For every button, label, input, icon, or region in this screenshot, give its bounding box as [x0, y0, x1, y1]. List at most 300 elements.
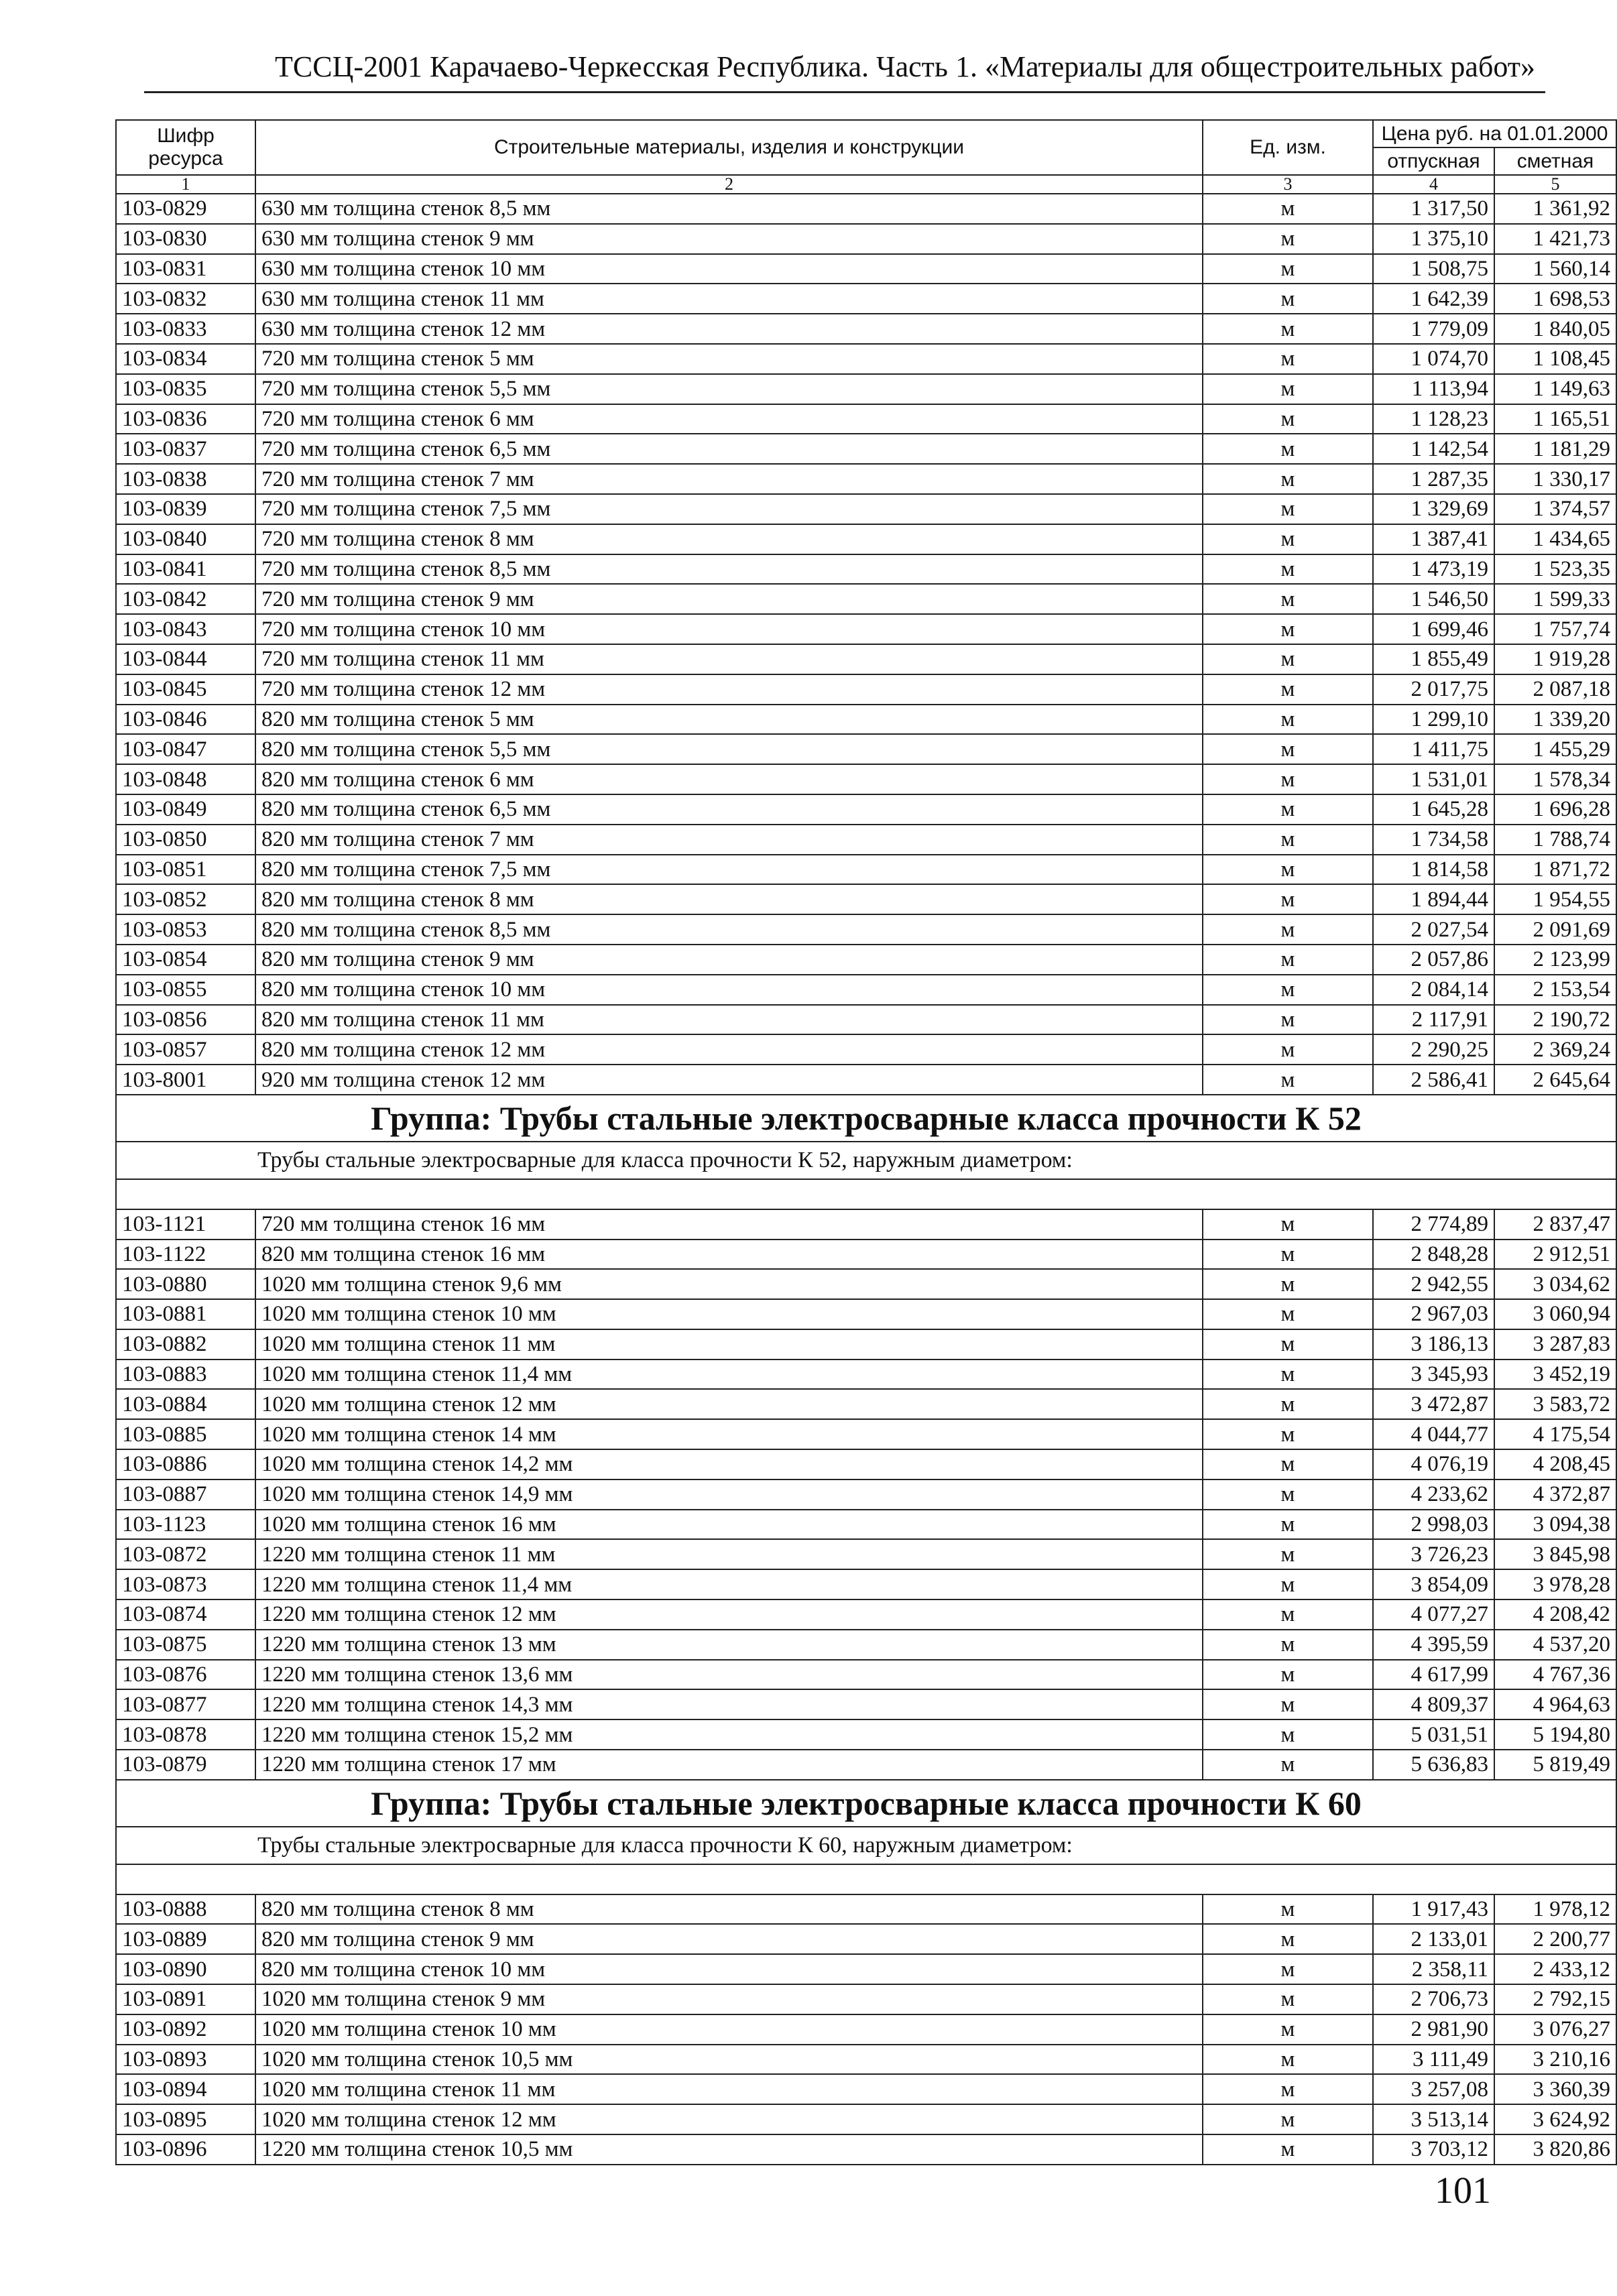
estimate-price: 2 123,99 — [1494, 945, 1616, 975]
material-description: 720 мм толщина стенок 5 мм — [255, 344, 1203, 374]
resource-code: 103-0892 — [116, 2014, 255, 2045]
unit: м — [1203, 1510, 1373, 1540]
table-row — [116, 1750, 1616, 1780]
material-description: 720 мм толщина стенок 8 мм — [255, 524, 1203, 554]
table-row — [116, 1689, 1616, 1719]
release-price: 4 076,19 — [1373, 1449, 1494, 1479]
release-price: 4 809,37 — [1373, 1689, 1494, 1719]
material-description: 1020 мм толщина стенок 11 мм — [255, 2074, 1203, 2104]
material-description: 1020 мм толщина стенок 14 мм — [255, 1419, 1203, 1449]
release-price: 1 645,28 — [1373, 794, 1494, 825]
estimate-price: 1 560,14 — [1494, 254, 1616, 284]
table-row — [116, 794, 1616, 825]
group-subtitle: Трубы стальные электросварные для класса прочности К 60, наружным диаметром: — [116, 1827, 1616, 1864]
estimate-price: 1 523,35 — [1494, 554, 1616, 585]
estimate-price: 5 194,80 — [1494, 1719, 1616, 1750]
resource-code: 103-0836 — [116, 404, 255, 434]
material-description: 1220 мм толщина стенок 14,3 мм — [255, 1689, 1203, 1719]
table-row — [116, 1005, 1616, 1035]
resource-code: 103-8001 — [116, 1065, 255, 1095]
table-row — [116, 494, 1616, 524]
estimate-price: 1 698,53 — [1494, 284, 1616, 314]
estimate-price: 3 060,94 — [1494, 1299, 1616, 1329]
material-description: 1220 мм толщина стенок 13,6 мм — [255, 1660, 1203, 1690]
table-row — [116, 2014, 1616, 2045]
release-price: 3 854,09 — [1373, 1569, 1494, 1599]
col-header-release-price: отпускная — [1373, 147, 1494, 175]
unit: м — [1203, 1479, 1373, 1510]
release-price: 2 586,41 — [1373, 1065, 1494, 1095]
material-description: 820 мм толщина стенок 7 мм — [255, 825, 1203, 855]
estimate-price: 3 452,19 — [1494, 1360, 1616, 1390]
table-row — [116, 1360, 1616, 1390]
unit: м — [1203, 1329, 1373, 1360]
resource-code: 103-0875 — [116, 1630, 255, 1660]
material-description: 720 мм толщина стенок 6,5 мм — [255, 434, 1203, 464]
unit: м — [1203, 1299, 1373, 1329]
table-row — [116, 855, 1616, 885]
estimate-price: 2 091,69 — [1494, 914, 1616, 945]
unit: м — [1203, 1449, 1373, 1479]
release-price: 1 411,75 — [1373, 734, 1494, 764]
estimate-price: 1 757,74 — [1494, 614, 1616, 644]
release-price: 1 546,50 — [1373, 584, 1494, 614]
table-row — [116, 344, 1616, 374]
release-price: 4 044,77 — [1373, 1419, 1494, 1449]
unit: м — [1203, 1065, 1373, 1095]
group-heading: Группа: Трубы стальные электросварные класса прочности К 52 — [116, 1095, 1616, 1142]
resource-code: 103-0829 — [116, 194, 255, 224]
resource-code: 103-0831 — [116, 254, 255, 284]
material-description: 1020 мм толщина стенок 14,9 мм — [255, 1479, 1203, 1510]
col-header-code: Шифр ресурса — [116, 120, 255, 175]
unit: м — [1203, 1630, 1373, 1660]
col-header-unit: Ед. изм. — [1203, 120, 1373, 175]
resource-code: 103-0852 — [116, 884, 255, 914]
column-number: 4 — [1373, 175, 1494, 194]
estimate-price: 1 919,28 — [1494, 644, 1616, 674]
group-subtitle-row — [116, 1142, 1616, 1179]
material-description: 820 мм толщина стенок 5,5 мм — [255, 734, 1203, 764]
resource-code: 103-0887 — [116, 1479, 255, 1510]
estimate-price: 2 792,15 — [1494, 1984, 1616, 2014]
unit: м — [1203, 464, 1373, 494]
estimate-price: 1 696,28 — [1494, 794, 1616, 825]
table-row — [116, 1419, 1616, 1449]
resource-code: 103-0846 — [116, 705, 255, 735]
estimate-price: 1 374,57 — [1494, 494, 1616, 524]
unit: м — [1203, 764, 1373, 794]
estimate-price: 2 369,24 — [1494, 1034, 1616, 1065]
table-row — [116, 314, 1616, 344]
table-row — [116, 434, 1616, 464]
unit: м — [1203, 794, 1373, 825]
table-body — [116, 194, 1616, 2165]
table-row — [116, 1389, 1616, 1419]
resource-code: 103-0830 — [116, 224, 255, 254]
material-description: 820 мм толщина стенок 8 мм — [255, 1894, 1203, 1925]
table-row — [116, 1329, 1616, 1360]
table-row — [116, 1299, 1616, 1329]
table-row — [116, 524, 1616, 554]
unit: м — [1203, 644, 1373, 674]
table-row — [116, 2045, 1616, 2075]
material-description: 820 мм толщина стенок 9 мм — [255, 1924, 1203, 1954]
estimate-price: 2 912,51 — [1494, 1240, 1616, 1270]
material-description: 1020 мм толщина стенок 10 мм — [255, 1299, 1203, 1329]
estimate-price: 2 837,47 — [1494, 1209, 1616, 1240]
table-row — [116, 764, 1616, 794]
material-description: 720 мм толщина стенок 6 мм — [255, 404, 1203, 434]
release-price: 3 111,49 — [1373, 2045, 1494, 2075]
resource-code: 103-0888 — [116, 1894, 255, 1925]
unit: м — [1203, 914, 1373, 945]
release-price: 4 077,27 — [1373, 1599, 1494, 1630]
material-description: 1020 мм толщина стенок 9 мм — [255, 1984, 1203, 2014]
resource-code: 103-0883 — [116, 1360, 255, 1390]
release-price: 2 942,55 — [1373, 1269, 1494, 1299]
material-description: 720 мм толщина стенок 7 мм — [255, 464, 1203, 494]
estimate-price: 3 583,72 — [1494, 1389, 1616, 1419]
unit: м — [1203, 374, 1373, 404]
table-row — [116, 884, 1616, 914]
release-price: 2 981,90 — [1373, 2014, 1494, 2045]
material-description: 1020 мм толщина стенок 9,6 мм — [255, 1269, 1203, 1299]
column-number: 2 — [255, 175, 1203, 194]
release-price: 1 814,58 — [1373, 855, 1494, 885]
unit: м — [1203, 705, 1373, 735]
material-description: 820 мм толщина стенок 7,5 мм — [255, 855, 1203, 885]
unit: м — [1203, 1005, 1373, 1035]
estimate-price: 1 455,29 — [1494, 734, 1616, 764]
unit: м — [1203, 524, 1373, 554]
resource-code: 103-0844 — [116, 644, 255, 674]
unit: м — [1203, 855, 1373, 885]
material-description: 1220 мм толщина стенок 11 мм — [255, 1539, 1203, 1569]
table-row — [116, 464, 1616, 494]
resource-code: 103-1123 — [116, 1510, 255, 1540]
table-row — [116, 1449, 1616, 1479]
resource-code: 103-0891 — [116, 1984, 255, 2014]
material-description: 720 мм толщина стенок 12 мм — [255, 674, 1203, 705]
spacer-cell — [116, 1864, 1616, 1894]
unit: м — [1203, 1599, 1373, 1630]
estimate-price: 3 034,62 — [1494, 1269, 1616, 1299]
unit: м — [1203, 1660, 1373, 1690]
estimate-price: 1 181,29 — [1494, 434, 1616, 464]
resource-code: 103-0889 — [116, 1924, 255, 1954]
unit: м — [1203, 1750, 1373, 1780]
resource-code: 103-0851 — [116, 855, 255, 885]
unit: м — [1203, 2104, 1373, 2134]
release-price: 1 299,10 — [1373, 705, 1494, 735]
estimate-price: 5 819,49 — [1494, 1750, 1616, 1780]
table-row — [116, 975, 1616, 1005]
release-price: 2 117,91 — [1373, 1005, 1494, 1035]
estimate-price: 1 871,72 — [1494, 855, 1616, 885]
table-row — [116, 1209, 1616, 1240]
unit: м — [1203, 2134, 1373, 2165]
release-price: 1 128,23 — [1373, 404, 1494, 434]
material-description: 720 мм толщина стенок 9 мм — [255, 584, 1203, 614]
release-price: 1 387,41 — [1373, 524, 1494, 554]
resource-code: 103-0842 — [116, 584, 255, 614]
page-number: 101 — [1435, 2170, 1491, 2212]
material-description: 720 мм толщина стенок 11 мм — [255, 644, 1203, 674]
estimate-price: 1 165,51 — [1494, 404, 1616, 434]
release-price: 4 617,99 — [1373, 1660, 1494, 1690]
release-price: 1 642,39 — [1373, 284, 1494, 314]
unit: м — [1203, 1389, 1373, 1419]
resource-code: 103-0838 — [116, 464, 255, 494]
resource-code: 103-0872 — [116, 1539, 255, 1569]
material-description: 820 мм толщина стенок 8 мм — [255, 884, 1203, 914]
table-row — [116, 644, 1616, 674]
column-number: 3 — [1203, 175, 1373, 194]
group-subtitle-row — [116, 1827, 1616, 1864]
release-price: 3 513,14 — [1373, 2104, 1494, 2134]
unit: м — [1203, 224, 1373, 254]
estimate-price: 4 537,20 — [1494, 1630, 1616, 1660]
unit: м — [1203, 1360, 1373, 1390]
resource-code: 103-0878 — [116, 1719, 255, 1750]
resource-code: 103-0833 — [116, 314, 255, 344]
resource-code: 103-0886 — [116, 1449, 255, 1479]
release-price: 3 345,93 — [1373, 1360, 1494, 1390]
estimate-price: 1 788,74 — [1494, 825, 1616, 855]
table-row — [116, 1954, 1616, 1984]
unit: м — [1203, 404, 1373, 434]
release-price: 3 703,12 — [1373, 2134, 1494, 2165]
group-subtitle: Трубы стальные электросварные для класса прочности К 52, наружным диаметром: — [116, 1142, 1616, 1179]
estimate-price: 1 421,73 — [1494, 224, 1616, 254]
estimate-price: 2 645,64 — [1494, 1065, 1616, 1095]
estimate-price: 3 978,28 — [1494, 1569, 1616, 1599]
unit: м — [1203, 554, 1373, 585]
unit: м — [1203, 1569, 1373, 1599]
release-price: 4 233,62 — [1373, 1479, 1494, 1510]
table-row — [116, 554, 1616, 585]
table-row — [116, 1065, 1616, 1095]
material-description: 630 мм толщина стенок 12 мм — [255, 314, 1203, 344]
material-description: 820 мм толщина стенок 10 мм — [255, 975, 1203, 1005]
release-price: 2 017,75 — [1373, 674, 1494, 705]
table-row — [116, 614, 1616, 644]
resource-code: 103-0896 — [116, 2134, 255, 2165]
estimate-price: 4 175,54 — [1494, 1419, 1616, 1449]
resource-code: 103-0880 — [116, 1269, 255, 1299]
unit: м — [1203, 674, 1373, 705]
material-description: 1020 мм толщина стенок 10,5 мм — [255, 2045, 1203, 2075]
estimate-price: 3 094,38 — [1494, 1510, 1616, 1540]
table-row — [116, 734, 1616, 764]
estimate-price: 3 820,86 — [1494, 2134, 1616, 2165]
estimate-price: 1 330,17 — [1494, 464, 1616, 494]
release-price: 2 084,14 — [1373, 975, 1494, 1005]
release-price: 2 027,54 — [1373, 914, 1494, 945]
unit: м — [1203, 2045, 1373, 2075]
material-description: 720 мм толщина стенок 8,5 мм — [255, 554, 1203, 585]
column-number: 1 — [116, 175, 255, 194]
column-number-row — [116, 175, 1616, 194]
estimate-price: 2 087,18 — [1494, 674, 1616, 705]
material-description: 630 мм толщина стенок 11 мм — [255, 284, 1203, 314]
table-row — [116, 1599, 1616, 1630]
release-price: 1 508,75 — [1373, 254, 1494, 284]
material-description: 1020 мм толщина стенок 10 мм — [255, 2014, 1203, 2045]
material-description: 1020 мм толщина стенок 12 мм — [255, 2104, 1203, 2134]
resource-code: 103-0881 — [116, 1299, 255, 1329]
table-row — [116, 914, 1616, 945]
resource-code: 103-0847 — [116, 734, 255, 764]
release-price: 1 779,09 — [1373, 314, 1494, 344]
material-description: 820 мм толщина стенок 6,5 мм — [255, 794, 1203, 825]
table-row — [116, 404, 1616, 434]
material-description: 820 мм толщина стенок 9 мм — [255, 945, 1203, 975]
resource-code: 103-0856 — [116, 1005, 255, 1035]
column-number: 5 — [1494, 175, 1616, 194]
unit: м — [1203, 2014, 1373, 2045]
material-description: 820 мм толщина стенок 11 мм — [255, 1005, 1203, 1035]
release-price: 2 358,11 — [1373, 1954, 1494, 1984]
material-description: 820 мм толщина стенок 12 мм — [255, 1034, 1203, 1065]
unit: м — [1203, 1954, 1373, 1984]
col-header-price: Цена руб. на 01.01.2000 — [1373, 120, 1616, 147]
resource-code: 103-0884 — [116, 1389, 255, 1419]
release-price: 3 726,23 — [1373, 1539, 1494, 1569]
unit: м — [1203, 1034, 1373, 1065]
resource-code: 103-0839 — [116, 494, 255, 524]
table-row — [116, 1630, 1616, 1660]
resource-code: 103-0877 — [116, 1689, 255, 1719]
material-description: 1020 мм толщина стенок 11 мм — [255, 1329, 1203, 1360]
release-price: 1 287,35 — [1373, 464, 1494, 494]
unit: м — [1203, 1209, 1373, 1240]
estimate-price: 1 599,33 — [1494, 584, 1616, 614]
estimate-price: 1 339,20 — [1494, 705, 1616, 735]
estimate-price: 1 840,05 — [1494, 314, 1616, 344]
release-price: 1 317,50 — [1373, 194, 1494, 224]
table-row — [116, 1894, 1616, 1925]
unit: м — [1203, 254, 1373, 284]
resource-code: 103-0895 — [116, 2104, 255, 2134]
resource-code: 103-0876 — [116, 1660, 255, 1690]
release-price: 1 329,69 — [1373, 494, 1494, 524]
release-price: 3 257,08 — [1373, 2074, 1494, 2104]
unit: м — [1203, 1419, 1373, 1449]
material-description: 720 мм толщина стенок 10 мм — [255, 614, 1203, 644]
material-description: 630 мм толщина стенок 8,5 мм — [255, 194, 1203, 224]
resource-code: 103-0848 — [116, 764, 255, 794]
resource-code: 103-1121 — [116, 1209, 255, 1240]
table-row — [116, 254, 1616, 284]
release-price: 2 057,86 — [1373, 945, 1494, 975]
resource-code: 103-0850 — [116, 825, 255, 855]
table-row — [116, 674, 1616, 705]
release-price: 4 395,59 — [1373, 1630, 1494, 1660]
material-description: 1220 мм толщина стенок 11,4 мм — [255, 1569, 1203, 1599]
material-description: 630 мм толщина стенок 9 мм — [255, 224, 1203, 254]
resource-code: 103-0835 — [116, 374, 255, 404]
material-description: 820 мм толщина стенок 5 мм — [255, 705, 1203, 735]
table-row — [116, 1539, 1616, 1569]
group-heading-row — [116, 1095, 1616, 1142]
unit: м — [1203, 884, 1373, 914]
release-price: 1 531,01 — [1373, 764, 1494, 794]
group-heading-row — [116, 1780, 1616, 1827]
unit: м — [1203, 975, 1373, 1005]
release-price: 1 375,10 — [1373, 224, 1494, 254]
resource-code: 103-0849 — [116, 794, 255, 825]
resource-code: 103-0843 — [116, 614, 255, 644]
table-row — [116, 1719, 1616, 1750]
table-row — [116, 825, 1616, 855]
table-row — [116, 2104, 1616, 2134]
release-price: 2 290,25 — [1373, 1034, 1494, 1065]
table-row — [116, 194, 1616, 224]
resource-code: 103-0893 — [116, 2045, 255, 2075]
spacer-cell — [116, 1179, 1616, 1209]
unit: м — [1203, 584, 1373, 614]
spacer-row — [116, 1179, 1616, 1209]
table-row — [116, 1984, 1616, 2014]
unit: м — [1203, 825, 1373, 855]
table-row — [116, 1269, 1616, 1299]
estimate-price: 2 190,72 — [1494, 1005, 1616, 1035]
material-description: 920 мм толщина стенок 12 мм — [255, 1065, 1203, 1095]
resource-code: 103-0882 — [116, 1329, 255, 1360]
resource-code: 103-0857 — [116, 1034, 255, 1065]
estimate-price: 4 767,36 — [1494, 1660, 1616, 1690]
release-price: 2 848,28 — [1373, 1240, 1494, 1270]
resource-code: 103-0894 — [116, 2074, 255, 2104]
release-price: 1 894,44 — [1373, 884, 1494, 914]
table-row — [116, 1240, 1616, 1270]
material-description: 1220 мм толщина стенок 13 мм — [255, 1630, 1203, 1660]
release-price: 1 473,19 — [1373, 554, 1494, 585]
unit: м — [1203, 434, 1373, 464]
table-row — [116, 945, 1616, 975]
estimate-price: 3 287,83 — [1494, 1329, 1616, 1360]
material-description: 720 мм толщина стенок 5,5 мм — [255, 374, 1203, 404]
unit: м — [1203, 734, 1373, 764]
release-price: 1 699,46 — [1373, 614, 1494, 644]
page-header: ТССЦ-2001 Карачаево-Черкесская Республика. Часть 1. «Материалы для общестроительных работ» — [275, 50, 1535, 83]
estimate-price: 1 361,92 — [1494, 194, 1616, 224]
resource-code: 103-0834 — [116, 344, 255, 374]
unit: м — [1203, 1689, 1373, 1719]
resource-code: 103-0890 — [116, 1954, 255, 1984]
unit: м — [1203, 344, 1373, 374]
estimate-price: 3 210,16 — [1494, 2045, 1616, 2075]
group-heading: Группа: Трубы стальные электросварные класса прочности К 60 — [116, 1780, 1616, 1827]
resource-code: 103-0853 — [116, 914, 255, 945]
estimate-price: 3 076,27 — [1494, 2014, 1616, 2045]
release-price: 1 734,58 — [1373, 825, 1494, 855]
release-price: 2 998,03 — [1373, 1510, 1494, 1540]
release-price: 3 186,13 — [1373, 1329, 1494, 1360]
material-description: 1220 мм толщина стенок 10,5 мм — [255, 2134, 1203, 2165]
material-description: 820 мм толщина стенок 10 мм — [255, 1954, 1203, 1984]
table-row — [116, 1569, 1616, 1599]
estimate-price: 1 978,12 — [1494, 1894, 1616, 1925]
col-header-estimate-price: сметная — [1494, 147, 1616, 175]
unit: м — [1203, 1894, 1373, 1925]
material-description: 1020 мм толщина стенок 16 мм — [255, 1510, 1203, 1540]
release-price: 1 074,70 — [1373, 344, 1494, 374]
table-row — [116, 374, 1616, 404]
resource-code: 103-0841 — [116, 554, 255, 585]
